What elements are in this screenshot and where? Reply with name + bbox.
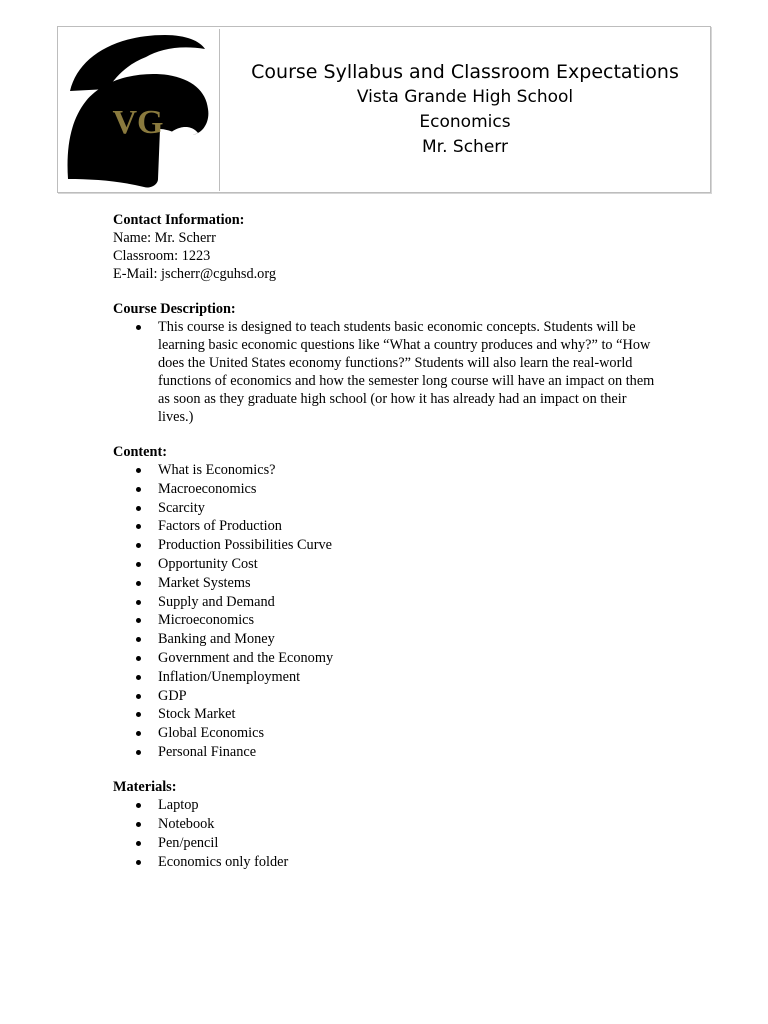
content-item: GDP — [113, 687, 663, 706]
materials-item: Economics only folder — [113, 853, 663, 872]
content-item: What is Economics? — [113, 461, 663, 480]
spacer — [113, 426, 663, 443]
materials-heading: Materials: — [113, 778, 177, 795]
page-title: Course Syllabus and Classroom Expectations — [251, 61, 679, 83]
content-item: Production Possibilities Curve — [113, 536, 663, 555]
spacer — [113, 283, 663, 300]
spacer — [113, 762, 663, 778]
description-list — [113, 318, 663, 426]
materials-item: Pen/pencil — [113, 834, 663, 853]
school-logo — [60, 29, 220, 191]
content-list — [113, 461, 663, 762]
content-item: Factors of Production — [113, 517, 663, 536]
content-item: Stock Market — [113, 705, 663, 724]
content-item: Government and the Economy — [113, 649, 663, 668]
header-title-block — [220, 27, 710, 160]
content-item: Scarcity — [113, 499, 663, 518]
content-item: Global Economics — [113, 724, 663, 743]
content-item: Opportunity Cost — [113, 555, 663, 574]
spartan-helmet-logo — [60, 29, 219, 191]
description-item: This course is designed to teach students basic economic concepts. Students will be learning basic economic questions like “What a country produces and why?” to “How does the United States economy functions?” Students will also learn the real-world functions of economics and how the semester long course will have an impact on them as soon as they graduate high school (or how it has already had an impact on their lives.) — [113, 318, 663, 426]
content-item: Market Systems — [113, 574, 663, 593]
header-box — [57, 26, 711, 193]
materials-list — [113, 796, 663, 872]
content-item: Macroeconomics — [113, 480, 663, 499]
course-name: Economics — [419, 112, 511, 132]
logo-monogram: VG — [112, 104, 164, 141]
contact-classroom: Classroom: 1223 — [113, 248, 211, 264]
materials-item: Laptop — [113, 796, 663, 815]
description-heading: Course Description: — [113, 301, 236, 317]
content-item: Supply and Demand — [113, 593, 663, 612]
content-item: Microeconomics — [113, 611, 663, 630]
school-name: Vista Grande High School — [356, 87, 574, 107]
contact-name: Name: Mr. Scherr — [113, 230, 216, 246]
contact-heading: Contact Information: — [113, 212, 245, 228]
teacher-name: Mr. Scherr — [422, 137, 508, 157]
content-heading: Content: — [113, 444, 168, 460]
materials-item: Notebook — [113, 815, 663, 834]
content-item: Personal Finance — [113, 743, 663, 762]
contact-email: E-Mail: jscherr@cguhsd.org — [113, 266, 276, 282]
content-item: Inflation/Unemployment — [113, 668, 663, 687]
syllabus-body — [113, 211, 663, 872]
content-item: Banking and Money — [113, 630, 663, 649]
